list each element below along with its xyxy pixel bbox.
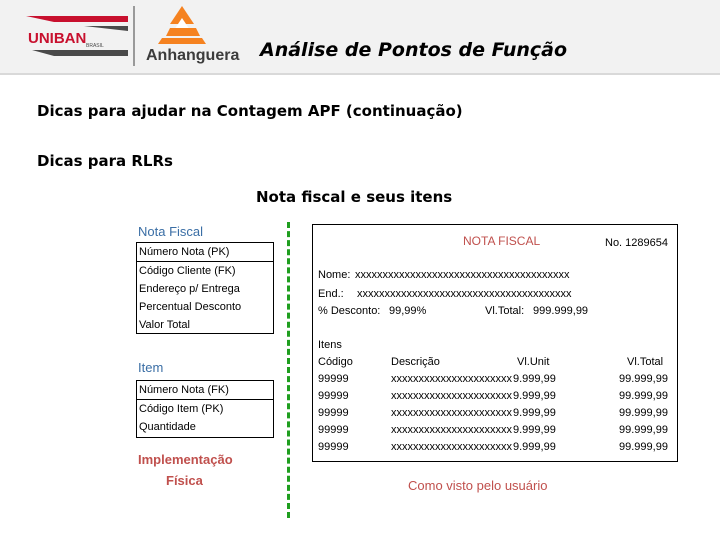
anhanguera-logo-text: Anhanguera	[146, 47, 240, 64]
entity-field: Código Item (PK)	[139, 403, 224, 415]
invoice-items-label: Itens	[318, 339, 342, 351]
invoice-total-value: 999.999,99	[533, 305, 589, 317]
entity-field: Número Nota (PK)	[137, 243, 273, 262]
anhanguera-logo	[140, 4, 252, 64]
entity-field: Percentual Desconto	[139, 301, 242, 313]
invoice-row-cell: 99999	[318, 373, 349, 385]
invoice-discount-value: 99,99%	[389, 305, 427, 317]
invoice-row-cell: 99999	[318, 441, 349, 453]
invoice-address-value: xxxxxxxxxxxxxxxxxxxxxxxxxxxxxxxxxxxxxxx	[357, 288, 572, 300]
invoice-total-label: Vl.Total:	[485, 305, 525, 317]
col-header-vlunit: Vl.Unit	[517, 356, 550, 368]
implementation-label-2: Física	[166, 473, 203, 488]
divider-line	[287, 222, 290, 518]
invoice-row-cell: 99999	[318, 390, 349, 402]
entity-field: Valor Total	[139, 319, 190, 331]
invoice-name-value: xxxxxxxxxxxxxxxxxxxxxxxxxxxxxxxxxxxxxxx	[355, 269, 570, 281]
user-view-label: Como visto pelo usuário	[408, 478, 548, 493]
invoice-row-cell: 99999	[318, 407, 349, 419]
col-header-vltotal: Vl.Total	[627, 356, 664, 368]
invoice-row-cell: 99.999,99	[619, 441, 668, 453]
invoice-row-cell: 9.999,99	[513, 441, 556, 453]
invoice-row-cell: 99999	[318, 424, 349, 436]
invoice-row-cell: xxxxxxxxxxxxxxxxxxxxxx	[391, 407, 512, 419]
invoice-row-cell: 9.999,99	[513, 407, 556, 419]
invoice-address-label: End.:	[318, 288, 344, 300]
entity-field: Endereço p/ Entrega	[139, 283, 240, 295]
diagram-title: Nota fiscal e seus itens	[256, 188, 453, 206]
uniban-logo	[24, 10, 130, 60]
entity-field: Número Nota (FK)	[137, 381, 273, 400]
header-rule	[0, 73, 720, 75]
invoice-number: No. 1289654	[605, 237, 668, 249]
entity-field: Quantidade	[139, 421, 196, 433]
invoice-heading: NOTA FISCAL	[463, 234, 541, 248]
invoice-row-cell: 9.999,99	[513, 373, 556, 385]
invoice-row-cell: xxxxxxxxxxxxxxxxxxxxxx	[391, 424, 512, 436]
item-entity	[136, 380, 274, 438]
invoice-row-cell: 99.999,99	[619, 424, 668, 436]
col-header-codigo: Código	[318, 356, 353, 368]
invoice-row-cell: xxxxxxxxxxxxxxxxxxxxxx	[391, 390, 512, 402]
invoice-row-cell: 99.999,99	[619, 390, 668, 402]
nota-fiscal-entity	[136, 242, 274, 334]
slide-title: Análise de Pontos de Função	[260, 39, 568, 61]
invoice-row-cell: 9.999,99	[513, 424, 556, 436]
subtitle: Dicas para ajudar na Contagem APF (continuação)	[37, 102, 463, 120]
section-title: Dicas para RLRs	[37, 152, 173, 170]
invoice-form	[312, 224, 678, 462]
invoice-discount-label: % Desconto:	[318, 305, 381, 317]
invoice-row-cell: 99.999,99	[619, 373, 668, 385]
col-header-descricao: Descrição	[391, 356, 440, 368]
invoice-row-cell: 9.999,99	[513, 390, 556, 402]
entity-field: Código Cliente (FK)	[139, 265, 236, 277]
invoice-row-cell: xxxxxxxxxxxxxxxxxxxxxx	[391, 441, 512, 453]
logo-divider	[133, 6, 135, 66]
nota-fiscal-entity-label: Nota Fiscal	[138, 224, 204, 239]
invoice-row-cell: xxxxxxxxxxxxxxxxxxxxxx	[391, 373, 512, 385]
item-entity-label: Item	[138, 360, 164, 375]
uniban-logo-text: UNIBAN	[28, 30, 87, 47]
implementation-label: Implementação	[138, 452, 233, 467]
invoice-row-cell: 99.999,99	[619, 407, 668, 419]
invoice-name-label: Nome:	[318, 269, 351, 281]
uniban-logo-sub: BRASIL	[86, 43, 104, 49]
